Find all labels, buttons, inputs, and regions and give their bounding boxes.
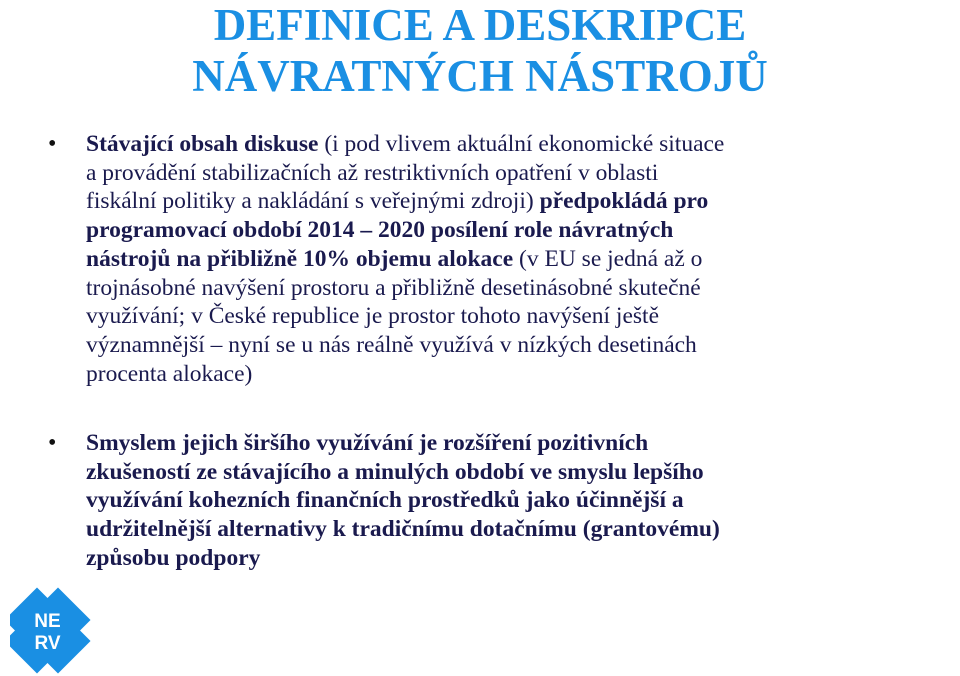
- slide-title: [0, 0, 960, 102]
- bullet-text: [86, 429, 906, 573]
- bullet-line: [86, 130, 906, 159]
- bullet-text: [86, 130, 906, 388]
- bold-text-segment: programovací období 2014 – 2020 posílení role návratných: [86, 217, 674, 244]
- bold-text-segment: zkušeností ze stávajícího a minulých období ve smyslu lepšího: [86, 458, 704, 485]
- bullet-line: [86, 187, 906, 216]
- text-segment: trojnásobné navýšení prostoru a přibližně desetinásobné skutečné: [86, 274, 701, 301]
- bullet-line: [86, 360, 906, 389]
- nerv-logo: [0, 583, 95, 676]
- bullet-line: [86, 331, 906, 360]
- text-segment: využívání; v České republice je prostor tohoto navýšení ještě: [86, 303, 659, 330]
- bold-text-segment: Smyslem jejich širšího využívání je rozšíření pozitivních: [86, 430, 649, 456]
- text-segment: fiskální politiky a nakládání s veřejnými zdroji): [86, 188, 540, 215]
- bullet-line: [86, 216, 906, 245]
- text-segment: procenta alokace): [86, 360, 253, 387]
- bullet-line: [86, 159, 906, 188]
- bold-text-segment: předpokládá pro: [539, 188, 709, 215]
- bullet-line: [86, 544, 906, 573]
- bullet-line: [86, 245, 906, 274]
- bullet-line: [86, 486, 906, 515]
- slide-title-line-2: NÁVRATNÝCH NÁSTROJŮ: [192, 51, 768, 101]
- bold-text-segment: nástrojů na přibližně 10% objemu alokace: [86, 245, 514, 272]
- bullet-line: [86, 458, 906, 487]
- bold-text-segment: využívání kohezních finančních prostředků jako účinnější a: [86, 487, 684, 514]
- slide-title-line-1: DEFINICE A DESKRIPCE: [213, 0, 747, 50]
- bullet-line: [86, 515, 906, 544]
- text-segment: (v EU se jedná až o: [513, 245, 703, 272]
- bold-text-segment: způsobu podpory: [86, 544, 261, 571]
- text-segment: (i pod vlivem aktuální ekonomické situace: [318, 131, 725, 157]
- bullet-dot: •: [48, 131, 57, 157]
- bullet-line: [86, 429, 906, 458]
- bullet-line: [86, 274, 906, 303]
- bullet-dot: •: [48, 430, 57, 456]
- text-segment: významnější – nyní se u nás reálně využívá v nízkých desetinách: [86, 331, 697, 358]
- bold-text-segment: Stávající obsah diskuse: [86, 131, 319, 157]
- nerv-logo-text-bottom: RV: [34, 633, 61, 654]
- bold-text-segment: udržitelnější alternativy k tradičnímu dotačnímu (grantovému): [86, 516, 720, 543]
- text-segment: a provádění stabilizačních až restriktivních opatření v oblasti: [86, 159, 659, 186]
- bullet-line: [86, 302, 906, 331]
- nerv-logo-text-top: NE: [34, 611, 61, 632]
